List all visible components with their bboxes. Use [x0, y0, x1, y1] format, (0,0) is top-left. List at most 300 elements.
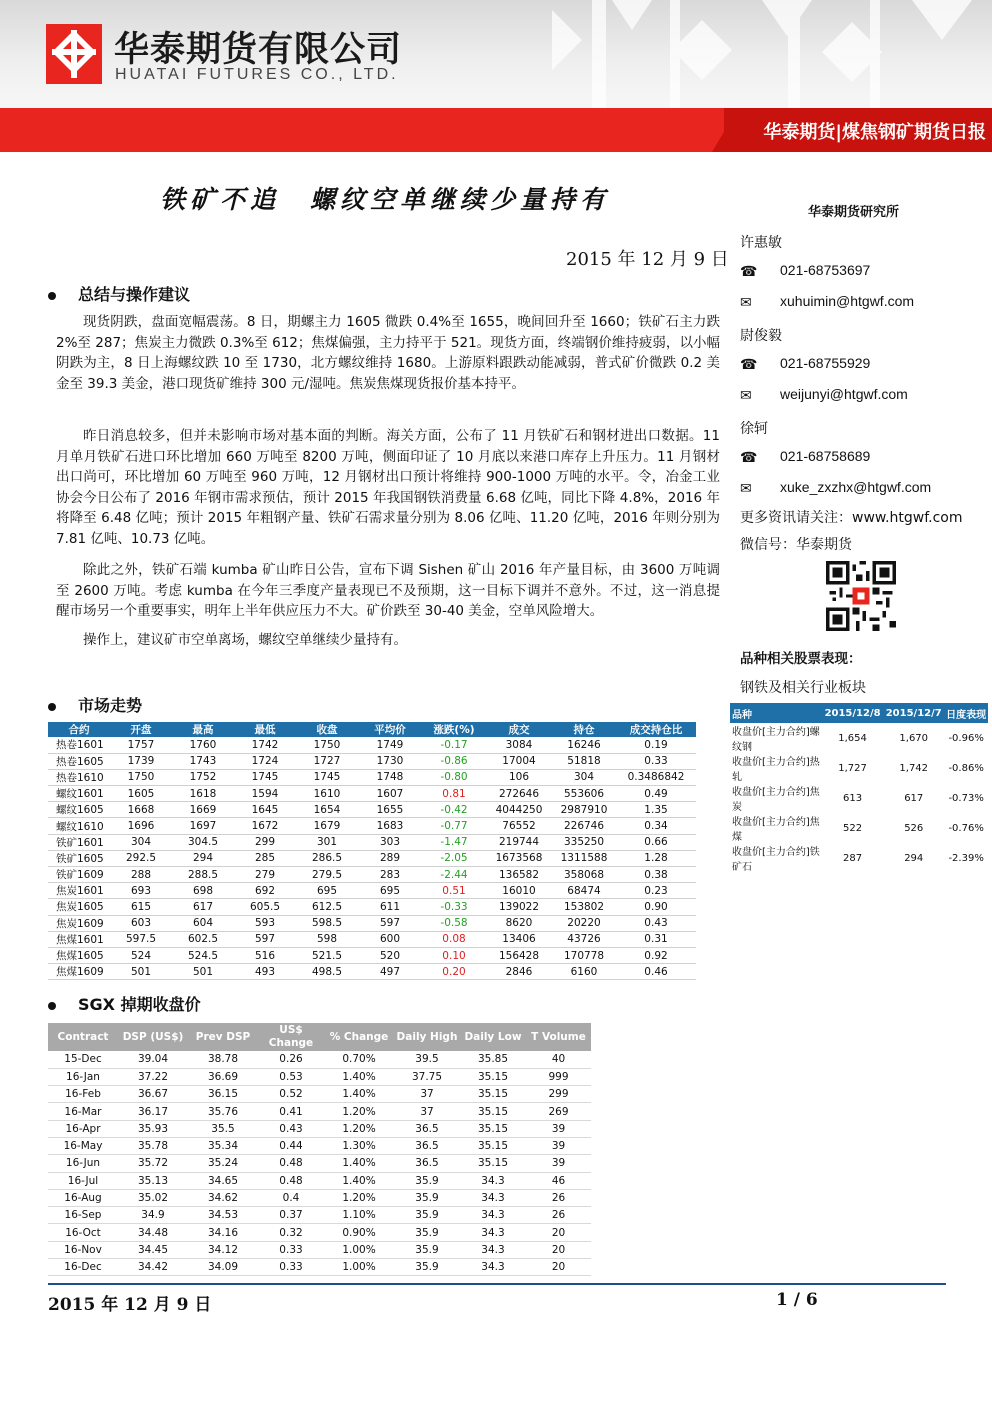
table-cell: 35.15	[460, 1137, 526, 1154]
table-cell: -0.76%	[948, 822, 984, 834]
table-cell: 136582	[486, 867, 552, 883]
table-cell: 34.3	[460, 1259, 526, 1276]
table-cell: 1672	[234, 818, 296, 834]
table-row	[730, 783, 988, 813]
table-cell: 39	[526, 1137, 591, 1154]
table-cell: 焦炭1605	[48, 899, 110, 915]
table-row	[48, 769, 696, 785]
table-cell: 收盘价[主力合约]焦煤	[732, 817, 820, 843]
table-cell: 1645	[234, 802, 296, 818]
table-cell: 304.5	[172, 834, 234, 850]
table-cell: 304	[552, 769, 616, 785]
table-cell: 299	[526, 1086, 591, 1103]
table-cell: 0.81	[422, 786, 486, 802]
table-cell: 焦煤1609	[48, 964, 110, 980]
table-cell: 20	[526, 1259, 591, 1276]
table-cell: 0.52	[258, 1086, 324, 1103]
table-cell: 20	[526, 1224, 591, 1241]
market-heading-text: 市场走势	[78, 696, 143, 715]
table-cell: 46	[526, 1172, 591, 1189]
bullet-icon	[48, 703, 56, 711]
table-cell: 35.9	[394, 1172, 460, 1189]
table-cell: 34.48	[118, 1224, 188, 1241]
table-cell: 698	[172, 883, 234, 899]
table-cell: 1605	[110, 786, 172, 802]
table-cell: 1750	[110, 769, 172, 785]
table-cell: 26	[526, 1189, 591, 1206]
table-cell: 16010	[486, 883, 552, 899]
mail-icon: ✉	[740, 294, 752, 310]
table-cell: 36.67	[118, 1086, 188, 1103]
table-row	[48, 802, 696, 818]
table-cell: 597.5	[110, 931, 172, 947]
table-cell: 1,742	[899, 762, 929, 774]
table-cell: 34.3	[460, 1189, 526, 1206]
table-cell: 1749	[358, 737, 422, 753]
market-heading	[48, 693, 142, 716]
table-cell: 35.02	[118, 1189, 188, 1206]
table-cell: 16-Sep	[48, 1207, 118, 1224]
table-cell: 516	[234, 947, 296, 963]
table-cell: 20	[526, 1241, 591, 1258]
company-name-en: HUATAI FUTURES CO., LTD.	[115, 66, 399, 83]
table-row	[48, 867, 696, 883]
table-cell: 43726	[552, 931, 616, 947]
table-cell: 526	[904, 822, 924, 834]
contact-name: 尉俊毅	[740, 328, 782, 344]
footer-divider	[48, 1283, 946, 1285]
table-cell: 4044250	[486, 802, 552, 818]
table-cell: 1757	[110, 737, 172, 753]
table-cell: 3084	[486, 737, 552, 753]
table-cell: 0.70%	[324, 1051, 394, 1068]
table-row	[48, 1086, 591, 1103]
column-header: DSP (US$)	[118, 1023, 188, 1051]
table-row	[730, 753, 988, 783]
table-cell: 1.40%	[324, 1086, 394, 1103]
table-cell: -0.73%	[948, 792, 984, 804]
table-cell: 35.9	[394, 1224, 460, 1241]
column-header: Contract	[48, 1023, 118, 1051]
summary-paragraph-2: 昨日消息较多，但并未影响市场对基本面的判断。海关方面，公布了 11 月铁矿石和钢材进出口数据。11 月单月铁矿石进口环比增加 660 万吨至 8200 万吨，侧面印证了 10 月底以来港口库存上升压力。11 月钢材出口尚可，环比增加 60 万吨至 960 万吨，12 月钢材出口预计将维持 900-1000 万吨的水平。令，冶金工业协会今日公布了 2016 年钢市需求预估，预计 2015 年我国钢铁消费量 6.68 亿吨，同比下降 4.8%，2016 年将降至 6.48 亿吨；预计 2015 年粗钢产量、铁矿石需求量分别为 8.06 亿吨、11.20 亿吨，2016 年则分别为 7.81 亿吨、10.73 亿吨。	[56, 428, 720, 547]
stock-performance-table	[730, 703, 988, 873]
table-cell: 520	[358, 947, 422, 963]
table-row	[48, 947, 696, 963]
table-cell: 294	[172, 850, 234, 866]
table-row	[48, 1155, 591, 1172]
table-cell: 1618	[172, 786, 234, 802]
table-cell: 16-May	[48, 1137, 118, 1154]
table-cell: 35.15	[460, 1103, 526, 1120]
table-cell: 1739	[110, 753, 172, 769]
table-cell: 1.10%	[324, 1207, 394, 1224]
table-row	[48, 1103, 591, 1120]
table-cell: 301	[296, 834, 358, 850]
table-cell: 0.43	[258, 1120, 324, 1137]
table-cell: 35.24	[188, 1155, 258, 1172]
table-cell: 35.72	[118, 1155, 188, 1172]
table-cell: 289	[358, 850, 422, 866]
table-cell: 热卷1601	[48, 737, 110, 753]
table-cell: -0.80	[422, 769, 486, 785]
table-cell: 螺纹1610	[48, 818, 110, 834]
summary-heading	[48, 282, 190, 305]
table-cell: 收盘价[主力合约]热轧	[732, 757, 820, 783]
table-cell: 1745	[234, 769, 296, 785]
table-header-row	[48, 1023, 591, 1051]
table-cell: 铁矿1605	[48, 850, 110, 866]
table-cell: 39.04	[118, 1051, 188, 1068]
table-cell: 34.16	[188, 1224, 258, 1241]
table-cell: 1668	[110, 802, 172, 818]
table-cell: 156428	[486, 947, 552, 963]
table-cell: 40	[526, 1051, 591, 1068]
table-cell: 613	[843, 792, 863, 804]
table-cell: 170778	[552, 947, 616, 963]
table-cell: 16-Nov	[48, 1241, 118, 1258]
table-cell: 收盘价[主力合约]焦炭	[732, 787, 820, 813]
table-cell: -2.44	[422, 867, 486, 883]
table-cell: 15-Dec	[48, 1051, 118, 1068]
table-cell: 597	[358, 915, 422, 931]
contact-name: 徐轲	[740, 421, 768, 437]
qr-code-icon	[826, 561, 896, 631]
column-header: 平均价	[358, 722, 422, 737]
table-cell: 1.20%	[324, 1103, 394, 1120]
table-row	[48, 931, 696, 947]
table-row	[48, 818, 696, 834]
table-cell: 37.75	[394, 1068, 460, 1085]
table-cell: 294	[904, 852, 924, 864]
column-header: 最高	[172, 722, 234, 737]
table-cell: 36.69	[188, 1068, 258, 1085]
phone-icon: ☎	[740, 356, 758, 372]
table-cell: 0.46	[616, 964, 696, 980]
table-cell: 35.9	[394, 1241, 460, 1258]
contact-phone-text: 021-68755929	[780, 355, 871, 371]
table-cell: 272646	[486, 786, 552, 802]
table-cell: 1311588	[552, 850, 616, 866]
table-cell: 35.34	[188, 1137, 258, 1154]
table-cell: 304	[110, 834, 172, 850]
table-cell: 1.00%	[324, 1259, 394, 1276]
table-cell: 焦炭1601	[48, 883, 110, 899]
column-header: 日度表现	[944, 703, 988, 723]
bullet-icon	[48, 292, 56, 300]
table-cell: -0.42	[422, 802, 486, 818]
table-cell: -2.05	[422, 850, 486, 866]
table-cell: 16246	[552, 737, 616, 753]
table-cell: 0.32	[258, 1224, 324, 1241]
table-cell: 1673568	[486, 850, 552, 866]
table-cell: 16-Mar	[48, 1103, 118, 1120]
table-cell: 693	[110, 883, 172, 899]
table-cell: 34.65	[188, 1172, 258, 1189]
huatai-logo-icon	[46, 24, 102, 84]
column-header: Prev DSP	[188, 1023, 258, 1051]
summary-paragraph-1: 现货阴跌，盘面宽幅震荡。8 日，期螺主力 1605 微跌 0.4%至 1655，晚间回升至 1660；铁矿石主力跌 2%至 287；焦炭主力微跌 0.3%至 612；焦煤偏强，主力持平于 521。现货方面，终端钢价维持疲弱，以小幅阴跌为主，8 日上海螺纹跌 10 至 1730，北方螺纹维持 1680。上游原料跟跌动能减弱，普式矿价微跌 0.2 美金至 39.3 美金，港口现货矿维持 300 元/湿吨。焦炭焦煤现货报价基本持平。	[56, 314, 720, 392]
table-cell: 0.33	[616, 753, 696, 769]
footer-date: 2015 年 12 月 9 日	[48, 1295, 212, 1315]
table-cell: 6160	[552, 964, 616, 980]
sgx-heading-text: SGX 掉期收盘价	[78, 995, 201, 1014]
table-cell: 0.66	[616, 834, 696, 850]
table-cell: 0.43	[616, 915, 696, 931]
table-cell: 2846	[486, 964, 552, 980]
table-cell: 34.3	[460, 1241, 526, 1258]
table-row	[730, 843, 988, 873]
table-cell: 497	[358, 964, 422, 980]
stock-performance-subheading: 钢铁及相关行业板块	[740, 680, 866, 696]
contact-phone-text: 021-68753697	[780, 262, 871, 278]
table-cell: 0.34	[616, 818, 696, 834]
table-cell: 焦煤1601	[48, 931, 110, 947]
table-cell: 0.48	[258, 1172, 324, 1189]
table-cell: 8620	[486, 915, 552, 931]
column-header: 成交	[486, 722, 552, 737]
table-cell: 1696	[110, 818, 172, 834]
table-cell: 303	[358, 834, 422, 850]
summary-paragraph-3: 除此之外，铁矿石端 kumba 矿山昨日公告，宣布下调 Sishen 矿山 2016 年产量目标，由 3600 万吨调至 2600 万吨。考虑 kumba 在今年三季度产量表现已不及预期，这一目标下调并不意外。不过，这一消息提醒市场另一个重要事实，明年上半年供应压力不大。矿价跌至 30-40 美金，空单风险增大。	[56, 562, 720, 619]
table-cell: 335250	[552, 834, 616, 850]
report-title: 铁矿不追 螺纹空单继续少量持有	[160, 185, 611, 214]
column-header: 开盘	[110, 722, 172, 737]
table-row	[48, 1189, 591, 1206]
table-cell: 36.5	[394, 1155, 460, 1172]
table-cell: 288	[110, 867, 172, 883]
table-cell: 0.33	[258, 1259, 324, 1276]
table-cell: 36.17	[118, 1103, 188, 1120]
table-cell: -0.86	[422, 753, 486, 769]
table-cell: 286.5	[296, 850, 358, 866]
table-cell: -0.86%	[948, 762, 984, 774]
table-cell: 0.08	[422, 931, 486, 947]
research-institute: 华泰期货研究所	[808, 205, 900, 220]
column-header: 2015/12/8	[822, 703, 883, 723]
table-row	[730, 813, 988, 843]
table-cell: 35.5	[188, 1120, 258, 1137]
table-row	[48, 850, 696, 866]
table-cell: 39	[526, 1120, 591, 1137]
mail-icon: ✉	[740, 387, 752, 403]
table-cell: -0.17	[422, 737, 486, 753]
table-cell: 36.15	[188, 1086, 258, 1103]
column-header: Daily Low	[460, 1023, 526, 1051]
column-header: 成交持仓比	[616, 722, 696, 737]
table-cell: -0.33	[422, 899, 486, 915]
table-cell: 1654	[296, 802, 358, 818]
table-cell: -0.77	[422, 818, 486, 834]
table-row	[730, 723, 988, 753]
table-cell: 1724	[234, 753, 296, 769]
table-cell: 1.28	[616, 850, 696, 866]
table-cell: 521.5	[296, 947, 358, 963]
table-cell: 358068	[552, 867, 616, 883]
table-cell: 1,727	[838, 762, 867, 774]
table-cell: 1.20%	[324, 1189, 394, 1206]
table-cell: 35.15	[460, 1086, 526, 1103]
table-cell: 36.5	[394, 1120, 460, 1137]
table-cell: 0.49	[616, 786, 696, 802]
table-cell: 139022	[486, 899, 552, 915]
table-cell: 35.9	[394, 1207, 460, 1224]
mail-icon: ✉	[740, 480, 752, 496]
table-cell: 287	[843, 852, 863, 864]
table-cell: 285	[234, 850, 296, 866]
table-cell: 26	[526, 1207, 591, 1224]
table-cell: 0.53	[258, 1068, 324, 1085]
table-cell: 16-Dec	[48, 1259, 118, 1276]
table-cell: 493	[234, 964, 296, 980]
table-cell: 598	[296, 931, 358, 947]
table-row	[48, 1120, 591, 1137]
table-cell: 279	[234, 867, 296, 883]
table-cell: 292.5	[110, 850, 172, 866]
table-cell: 1742	[234, 737, 296, 753]
table-cell: 16-Aug	[48, 1189, 118, 1206]
table-cell: 1.20%	[324, 1120, 394, 1137]
column-header: 最低	[234, 722, 296, 737]
contact-email-text[interactable]: xuhuimin@htgwf.com	[780, 293, 915, 309]
table-cell: 0.90%	[324, 1224, 394, 1241]
table-cell: 1607	[358, 786, 422, 802]
table-cell: 524	[110, 947, 172, 963]
table-cell: 597	[234, 931, 296, 947]
table-cell: 1743	[172, 753, 234, 769]
table-header-row	[48, 722, 696, 737]
contact-email-text[interactable]: xuke_zxzhx@htgwf.com	[780, 479, 932, 495]
table-cell: 612.5	[296, 899, 358, 915]
table-cell: 1.40%	[324, 1155, 394, 1172]
table-cell: 0.3486842	[616, 769, 696, 785]
column-header: T Volume	[526, 1023, 591, 1051]
table-cell: 0.31	[616, 931, 696, 947]
report-date: 2015 年 12 月 9 日	[566, 249, 729, 270]
table-row	[48, 899, 696, 915]
table-row	[48, 753, 696, 769]
more-info-link[interactable]: 更多资讯请关注：www.htgwf.com	[740, 510, 963, 526]
table-cell: 16-Jun	[48, 1155, 118, 1172]
table-row	[48, 786, 696, 802]
sgx-table	[48, 1023, 591, 1276]
summary-paragraph-4: 操作上，建议矿市空单离场，螺纹空单继续少量持有。	[83, 632, 407, 648]
sgx-heading	[48, 992, 201, 1015]
table-cell: 34.3	[460, 1172, 526, 1189]
table-cell: 34.62	[188, 1189, 258, 1206]
table-cell: 615	[110, 899, 172, 915]
page-number: 1 / 6	[776, 1290, 818, 1310]
table-cell: 604	[172, 915, 234, 931]
table-cell: 铁矿1609	[48, 867, 110, 883]
table-cell: 34.9	[118, 1207, 188, 1224]
table-cell: 34.45	[118, 1241, 188, 1258]
table-cell: 0.92	[616, 947, 696, 963]
phone-icon: ☎	[740, 449, 758, 465]
table-cell: 34.09	[188, 1259, 258, 1276]
table-cell: 35.13	[118, 1172, 188, 1189]
table-cell: 153802	[552, 899, 616, 915]
table-cell: 600	[358, 931, 422, 947]
table-cell: 34.3	[460, 1224, 526, 1241]
table-cell: 1594	[234, 786, 296, 802]
contact-name: 许惠敏	[740, 235, 782, 251]
column-header: Daily High	[394, 1023, 460, 1051]
table-row	[48, 1224, 591, 1241]
table-cell: 16-Jan	[48, 1068, 118, 1085]
column-header: 持仓	[552, 722, 616, 737]
contact-phone-text: 021-68758689	[780, 448, 871, 464]
table-cell: 617	[904, 792, 924, 804]
table-cell: 38.78	[188, 1051, 258, 1068]
table-cell: 1.00%	[324, 1241, 394, 1258]
table-row	[48, 1137, 591, 1154]
table-cell: 37.22	[118, 1068, 188, 1085]
table-cell: 39.5	[394, 1051, 460, 1068]
column-header: 收盘	[296, 722, 358, 737]
table-cell: 1697	[172, 818, 234, 834]
company-name-cn: 华泰期货有限公司	[114, 30, 403, 70]
table-cell: 999	[526, 1068, 591, 1085]
table-cell: 0.19	[616, 737, 696, 753]
table-cell: 0.20	[422, 964, 486, 980]
table-cell: 501	[110, 964, 172, 980]
table-cell: 16-Oct	[48, 1224, 118, 1241]
table-cell: 34.3	[460, 1207, 526, 1224]
table-cell: 269	[526, 1103, 591, 1120]
table-cell: 1,654	[838, 732, 867, 744]
report-name: 华泰期货|煤焦钢矿期货日报	[763, 122, 986, 143]
table-cell: 51818	[552, 753, 616, 769]
table-cell: 76552	[486, 818, 552, 834]
table-cell: -0.96%	[948, 732, 984, 744]
table-cell: 13406	[486, 931, 552, 947]
table-cell: 1610	[296, 786, 358, 802]
table-cell: 603	[110, 915, 172, 931]
table-cell: 1.35	[616, 802, 696, 818]
table-cell: 0.44	[258, 1137, 324, 1154]
wechat-id: 微信号：华泰期货	[740, 537, 852, 553]
table-cell: 0.90	[616, 899, 696, 915]
table-cell: 1745	[296, 769, 358, 785]
table-cell: 0.26	[258, 1051, 324, 1068]
table-cell: 焦炭1609	[48, 915, 110, 931]
table-cell: 铁矿1601	[48, 834, 110, 850]
table-cell: 35.9	[394, 1259, 460, 1276]
table-cell: 34.12	[188, 1241, 258, 1258]
table-cell: 617	[172, 899, 234, 915]
table-row	[48, 834, 696, 850]
table-cell: 螺纹1605	[48, 802, 110, 818]
table-cell: 36.5	[394, 1137, 460, 1154]
table-cell: 0.41	[258, 1103, 324, 1120]
table-cell: 695	[296, 883, 358, 899]
table-cell: 522	[843, 822, 863, 834]
table-cell: 39	[526, 1155, 591, 1172]
table-cell: 螺纹1601	[48, 786, 110, 802]
table-cell: 34.42	[118, 1259, 188, 1276]
contact-email-text[interactable]: weijunyi@htgwf.com	[780, 386, 908, 402]
table-cell: 1,670	[899, 732, 929, 744]
table-cell: 692	[234, 883, 296, 899]
table-cell: 501	[172, 964, 234, 980]
table-cell: 611	[358, 899, 422, 915]
table-cell: 0.37	[258, 1207, 324, 1224]
table-cell: 598.5	[296, 915, 358, 931]
table-cell: 1655	[358, 802, 422, 818]
column-header: 品种	[730, 703, 822, 723]
table-cell: 0.10	[422, 947, 486, 963]
table-cell: 37	[394, 1103, 460, 1120]
